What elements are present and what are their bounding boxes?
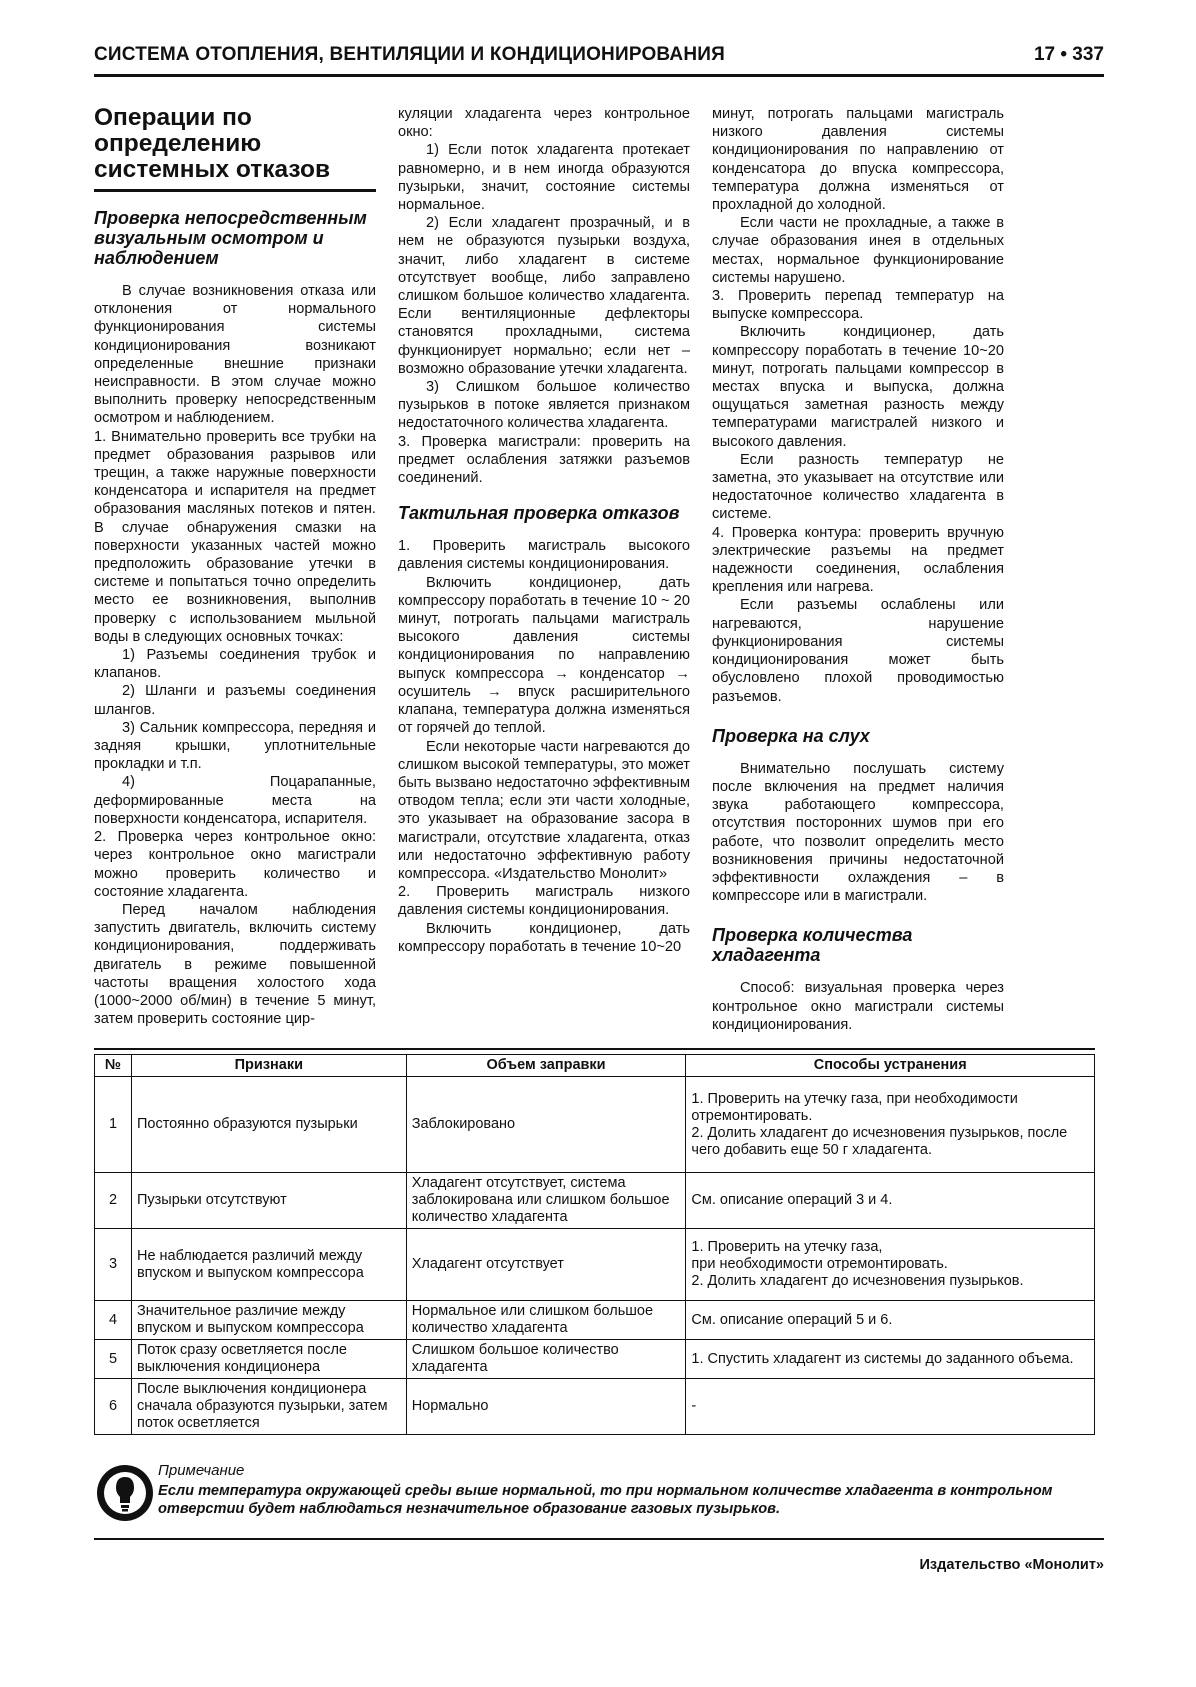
row-volume: Слишком большое количество хладагента — [406, 1340, 686, 1379]
footer-rule — [94, 1538, 1104, 1540]
row-signs: После выключения кондиционера сначала образуются пузырьки, затем поток осветляется — [131, 1379, 406, 1435]
row-number: 5 — [95, 1340, 132, 1379]
table-row — [95, 1173, 1095, 1229]
row-signs: Постоянно образуются пузырьки — [131, 1077, 406, 1173]
page-header — [94, 42, 1104, 77]
table-row — [95, 1077, 1095, 1173]
paragraph: Внимательно послушать систему после включения на предмет наличия звука работающего компрессора, отсутствия посторонних шумов при его работе, что позволит определить место возникновения причины недостаточной эффективности охлаждения – в компрессоре или в магистрали. — [712, 760, 1004, 905]
row-volume: Нормально — [406, 1379, 686, 1435]
row-fix: См. описание операций 5 и 6. — [686, 1301, 1095, 1340]
section-title: Операции по определению системных отказов — [94, 105, 376, 192]
row-volume: Нормальное или слишком большое количество хладагента — [406, 1301, 686, 1340]
table-row — [95, 1229, 1095, 1301]
header-number: № — [95, 1055, 132, 1077]
row-fix: См. описание операций 3 и 4. — [686, 1173, 1095, 1229]
paragraph: Если части не прохладные, а также в случае образования инея в отдельных местах, нормальное функционирование системы нарушено. — [712, 215, 1004, 286]
row-volume: Хладагент отсутствует — [406, 1229, 686, 1301]
note-box — [94, 1462, 1104, 1527]
list-item: 1) Разъемы соединения трубок и клапанов. — [94, 647, 376, 682]
row-signs: Поток сразу осветляется после выключения кондиционера — [131, 1340, 406, 1379]
paragraph: минут, потрогать пальцами магистраль низкого давления системы кондиционирования по направлению от конденсатора до впуска компрессора, температура должна изменяться от прохладной до холодной. — [712, 106, 1004, 214]
table-top-rule — [94, 1048, 1095, 1050]
column-2 — [398, 105, 690, 956]
info-icon — [94, 1462, 156, 1524]
table-row — [95, 1379, 1095, 1435]
subsection-title-visual: Проверка непосредственным визуальным осмотром и наблюдением — [94, 208, 367, 268]
row-volume: Заблокировано — [406, 1077, 686, 1173]
column-1 — [94, 105, 376, 1028]
table-row — [95, 1301, 1095, 1340]
paragraph: 3. Проверить перепад температур на выпуске компрессора. — [712, 288, 1004, 323]
chapter-title: СИСТЕМА ОТОПЛЕНИЯ, ВЕНТИЛЯЦИИ И КОНДИЦИОНИРОВАНИЯ — [94, 44, 725, 65]
page-number: 17 • 337 — [1033, 44, 1104, 65]
note-label: Примечание — [158, 1462, 245, 1479]
paragraph: Способ: визуальная проверка через контрольное окно магистрали системы кондиционирования. — [712, 980, 1004, 1033]
row-volume: Хладагент отсутствует, система заблокирована или слишком большое количество хладагента — [406, 1173, 686, 1229]
paragraph: Включить кондиционер, дать компрессору поработать в течение 10~20 минут, потрогать пальцами компрессор в местах впуска и выпуска, должна ощущаться заметная разность между температурами магистралей низкого и высокого давления. — [712, 324, 1004, 450]
note-text: Если температура окружающей среды выше нормальной, то при нормальном количестве хладагента в контрольном отверстии будет наблюдаться незначительное образование газовых пузырьков. — [158, 1483, 1053, 1517]
paragraph: Если некоторые части нагреваются до слишком высокой температуры, это может быть вызвано недостаточно эффективным отводом тепла; если эти части холодные, это указывает на образование засора в магистрали, отсутствие хладагента, отказ или недостаточно эффективную работу компрессора. «Издательство Монолит» — [398, 738, 690, 882]
paragraph: Если разность температур не заметна, это указывает на отсутствие или недостаточное количество хладагента в системе. — [712, 451, 1004, 523]
paragraph: Перед началом наблюдения запустить двигатель, включить систему кондиционирования, поддерживать двигатель в режиме повышенной частоты вращения холостого хода (1000~2000 об/мин) в течение 5 минут, затем проверить состояние цир- — [94, 901, 376, 1028]
subsection-title-tactile: Тактильная проверка отказов — [398, 503, 680, 524]
row-number: 4 — [95, 1301, 132, 1340]
paragraph: 2. Проверить магистраль низкого давления системы кондиционирования. — [398, 884, 690, 919]
subsection-title-hearing: Проверка на слух — [712, 725, 870, 746]
paragraph: 1. Проверить магистраль высокого давления системы кондиционирования. — [398, 538, 690, 573]
paragraph: Включить кондиционер, дать компрессору поработать в течение 10~20 — [398, 920, 690, 955]
paragraph: 2. Проверка через контрольное окно: через контрольное окно магистрали можно проверить количество и состояние хладагента. — [94, 829, 376, 900]
paragraph: 4. Проверка контура: проверить вручную электрические разъемы на предмет надежности соединения, ослабления крепления или нагрева. — [712, 524, 1004, 596]
publisher-footer: Издательство «Монолит» — [919, 1557, 1104, 1573]
list-item: 3) Сальник компрессора, передняя и задняя крышки, уплотнительные прокладки и т.п. — [94, 719, 376, 773]
table-row — [95, 1340, 1095, 1379]
list-item: 3) Слишком большое количество пузырьков в потоке является признаком недостаточного количества хладагента. — [398, 379, 690, 432]
row-number: 2 — [95, 1173, 132, 1229]
row-number: 6 — [95, 1379, 132, 1435]
paragraph: Включить кондиционер, дать компрессору поработать в течение 10 ~ 20 минут, потрогать пальцами магистраль высокого давления системы кондиционирования по направлению выпуск компрессора → конденсатор → осушитель → впуск расширительного клапана, температура должна изменяться от горячей до теплой. — [398, 574, 690, 737]
diagnosis-table — [94, 1054, 1095, 1435]
paragraph: 3. Проверка магистрали: проверить на предмет ослабления затяжки разъемов соединений. — [398, 433, 690, 487]
list-item: 4) Поцарапанные, деформированные места на поверхности конденсатора, испарителя. — [94, 774, 376, 827]
row-fix: 1. Проверить на утечку газа, при необходимости отремонтировать. 2. Долить хладагент до исчезновения пузырьков, после чего добавить еще 50 г хладагента. — [686, 1077, 1095, 1173]
row-signs: Не наблюдается различий между впуском и выпуском компрессора — [131, 1229, 406, 1301]
row-signs: Значительное различие между впуском и выпуском компрессора — [131, 1301, 406, 1340]
list-item: 2) Шланги и разъемы соединения шлангов. — [94, 683, 376, 718]
row-signs: Пузырьки отсутствуют — [131, 1173, 406, 1229]
paragraph: куляции хладагента через контрольное окно: — [398, 106, 690, 141]
header-signs: Признаки — [131, 1055, 406, 1077]
paragraph: В случае возникновения отказа или отклонения от нормального функционирования системы кондиционирования возникают определенные внешние признаки неисправности. В этом случае можно выполнить проверку непосредственным осмотром и наблюдением. — [94, 283, 376, 427]
row-fix: - — [686, 1379, 1095, 1435]
paragraph: 1. Внимательно проверить все трубки на предмет образования разрывов или трещин, а также наружные поверхности конденсатора и испарителя на предмет образования масляных потеков и пятен. В случае обнаружения смазки на поверхности указанных частей можно предположить образование утечки в системе и попытаться точно определить место ее возникновения, выполнив проверку с использованием мыльной воды в следующих основных точках: — [94, 428, 376, 645]
paragraph: Если разъемы ослаблены или нагреваются, нарушение функционирования системы кондиционирования может быть обусловлено плохой проводимостью разъемов. — [712, 597, 1004, 705]
list-item: 1) Если поток хладагента протекает равномерно, и в нем иногда образуются пузырьки, значит, состояние системы нормальное. — [398, 142, 690, 214]
table-header-row — [95, 1055, 1095, 1077]
list-item: 2) Если хладагент прозрачный, и в нем не образуются пузырьки воздуха, значит, либо хладагент в системе отсутствует вообще, либо заправлено слишком большое количество хладагента. Если вентиляционные дефлекторы становятся прохладными, система функционирует нормально; если нет – возможно образование утечки хладагента. — [398, 215, 690, 377]
row-fix: 1. Спустить хладагент из системы до заданного объема. — [686, 1340, 1095, 1379]
row-number: 1 — [95, 1077, 132, 1173]
row-fix: 1. Проверить на утечку газа, при необходимости отремонтировать. 2. Долить хладагент до исчезновения пузырьков. — [686, 1229, 1095, 1301]
header-volume: Объем заправки — [406, 1055, 686, 1077]
column-3 — [712, 105, 1004, 1034]
header-fixes: Способы устранения — [686, 1055, 1095, 1077]
row-number: 3 — [95, 1229, 132, 1301]
subsection-title-refrigerant: Проверка количества хладагента — [712, 925, 913, 966]
